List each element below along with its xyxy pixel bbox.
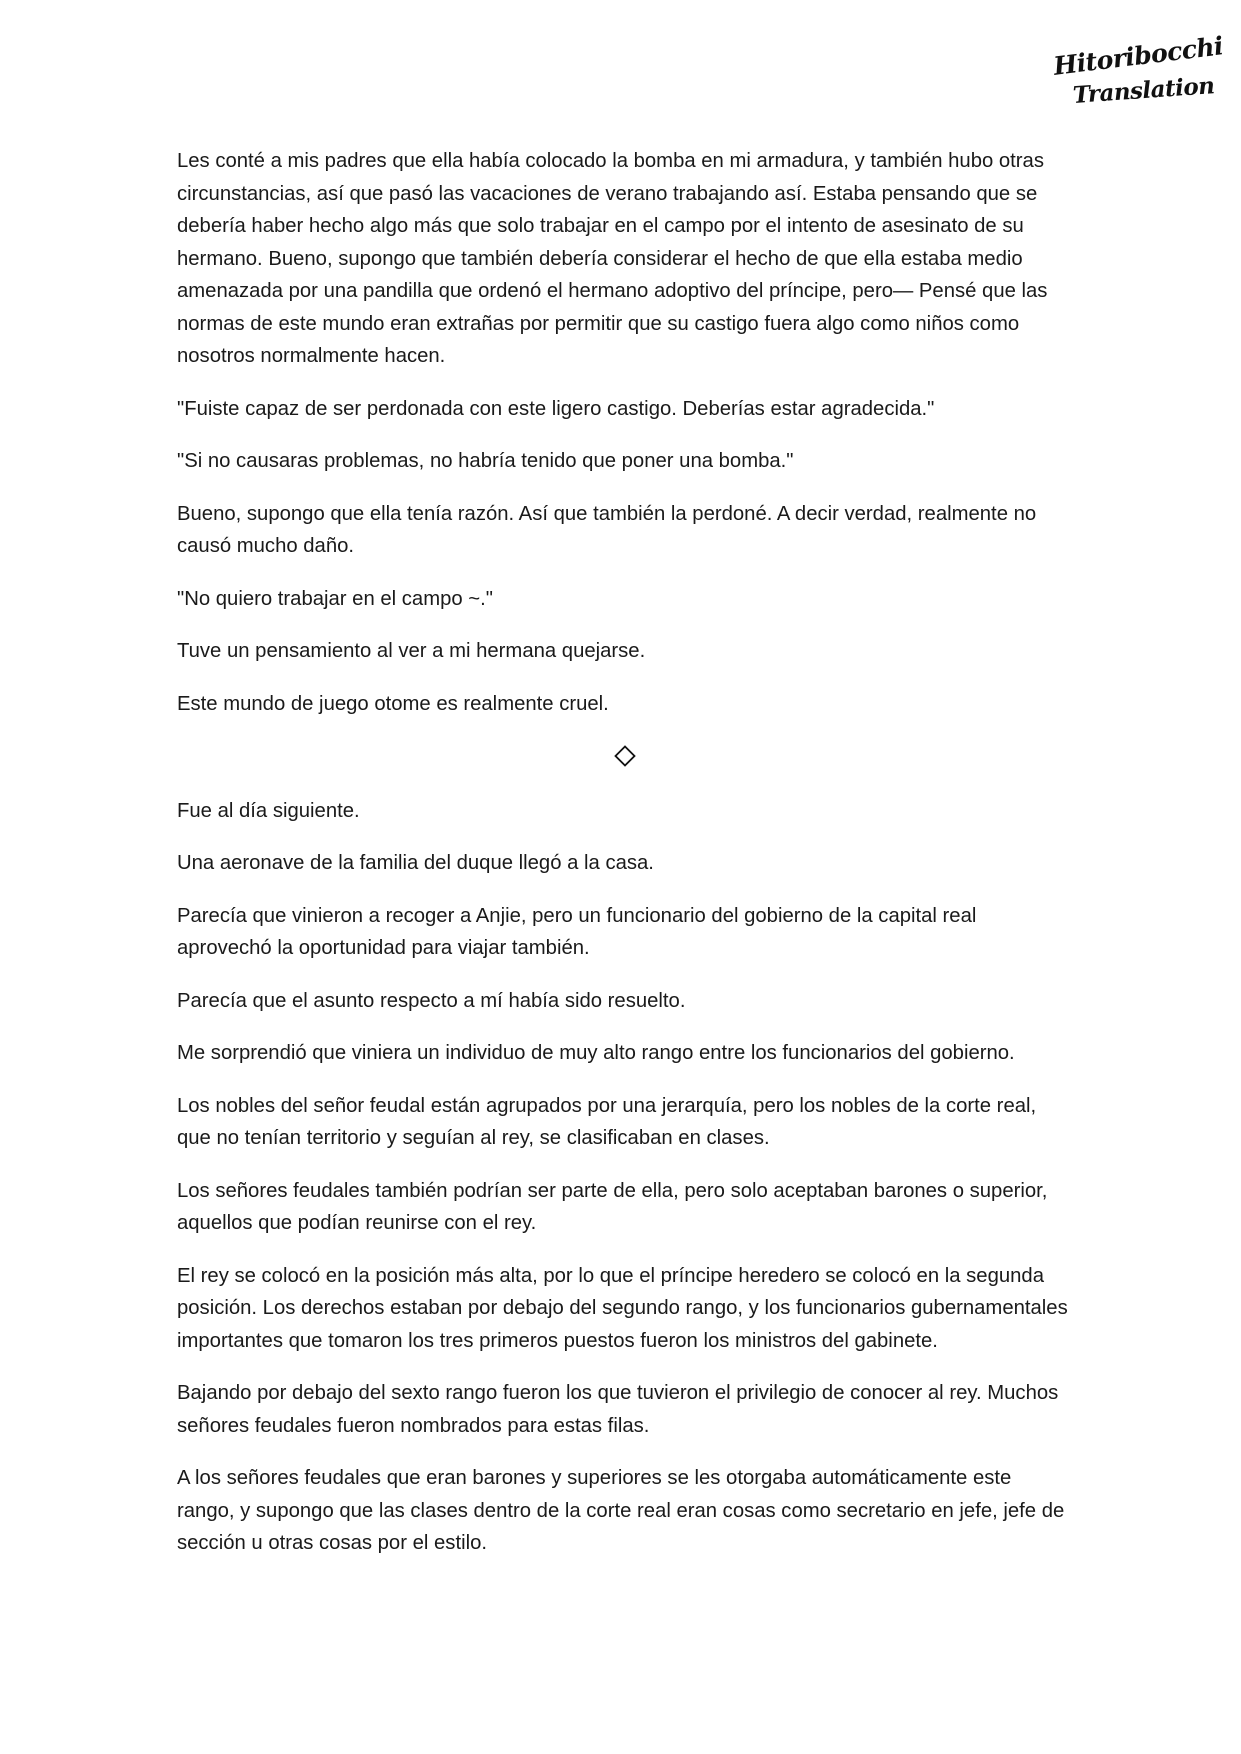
paragraph-5: "No quiero trabajar en el campo ~." xyxy=(177,587,493,610)
paragraph-7: Este mundo de juego otome es realmente cruel. xyxy=(177,692,609,715)
paragraph-1: Les conté a mis padres que ella había colocado la bomba en mi armadura, y también hubo otras circunstancias, así que pasó las vacaciones de verano trabajando así. Estaba pensando que se debería haber hecho algo más que solo trabajar en el campo por el intento de asesinato de su hermano. Bueno, supongo que también debería considerar el hecho de que ella estaba medio amenazada por una pandilla que ordenó el hermano adoptivo del príncipe, pero— Pensé que las normas de este mundo eran extrañas por permitir que su castigo fuera algo como niños como nosotros normalmente hacen. xyxy=(177,150,1048,367)
paragraph-10: Parecía que vinieron a recoger a Anjie, pero un funcionario del gobierno de la capital real aprovechó la oportunidad para viajar también. xyxy=(177,904,977,959)
paragraph-9: Una aeronave de la familia del duque llegó a la casa. xyxy=(177,852,654,874)
paragraph-2: "Fuiste capaz de ser perdonada con este ligero castigo. Deberías estar agradecida." xyxy=(177,397,935,420)
paragraph-11: Parecía que el asunto respecto a mí había sido resuelto. xyxy=(177,989,686,1012)
paragraph-8: Fue al día siguiente. xyxy=(177,799,360,822)
paragraph-3: "Si no causaras problemas, no habría tenido que poner una bomba." xyxy=(177,450,794,472)
scene-separator xyxy=(177,740,1072,773)
paragraph-14: Los señores feudales también podrían ser parte de ella, pero solo aceptaban barones o superior, aquellos que podían reunirse con el rey. xyxy=(177,1179,1048,1234)
paragraph-13: Los nobles del señor feudal están agrupados por una jerarquía, pero los nobles de la corte real, que no tenían territorio y seguían al rey, se clasificaban en clases. xyxy=(177,1094,1037,1149)
translator-logo xyxy=(1050,31,1225,114)
logo-text-line2: Translation xyxy=(1072,72,1216,109)
diamond-icon xyxy=(614,745,636,767)
paragraph-4: Bueno, supongo que ella tenía razón. Así que también la perdoné. A decir verdad, realmente no causó mucho daño. xyxy=(177,502,1037,557)
paragraph-15: El rey se colocó en la posición más alta, por lo que el príncipe heredero se colocó en la segunda posición. Los derechos estaban por debajo del segundo rango, y los funcionarios gubernamentales importantes que tomaron los tres primeros puestos fueron los ministros del gabinete. xyxy=(177,1264,1068,1352)
paragraph-17: A los señores feudales que eran barones y superiores se les otorgaba automáticamente este rango, y supongo que las clases dentro de la corte real eran cosas como secretario en jefe, jefe de sección u otras cosas por el estilo. xyxy=(177,1467,1065,1554)
paragraph-6: Tuve un pensamiento al ver a mi hermana quejarse. xyxy=(177,640,646,662)
paragraph-16: Bajando por debajo del sexto rango fueron los que tuvieron el privilegio de conocer al rey. Muchos señores feudales fueron nombrados para estas filas. xyxy=(177,1382,1059,1437)
page-content xyxy=(177,145,1072,1580)
paragraph-12: Me sorprendió que viniera un individuo de muy alto rango entre los funcionarios del gobierno. xyxy=(177,1042,1015,1064)
logo-text-line1: Hitoribocchi xyxy=(1052,31,1225,81)
